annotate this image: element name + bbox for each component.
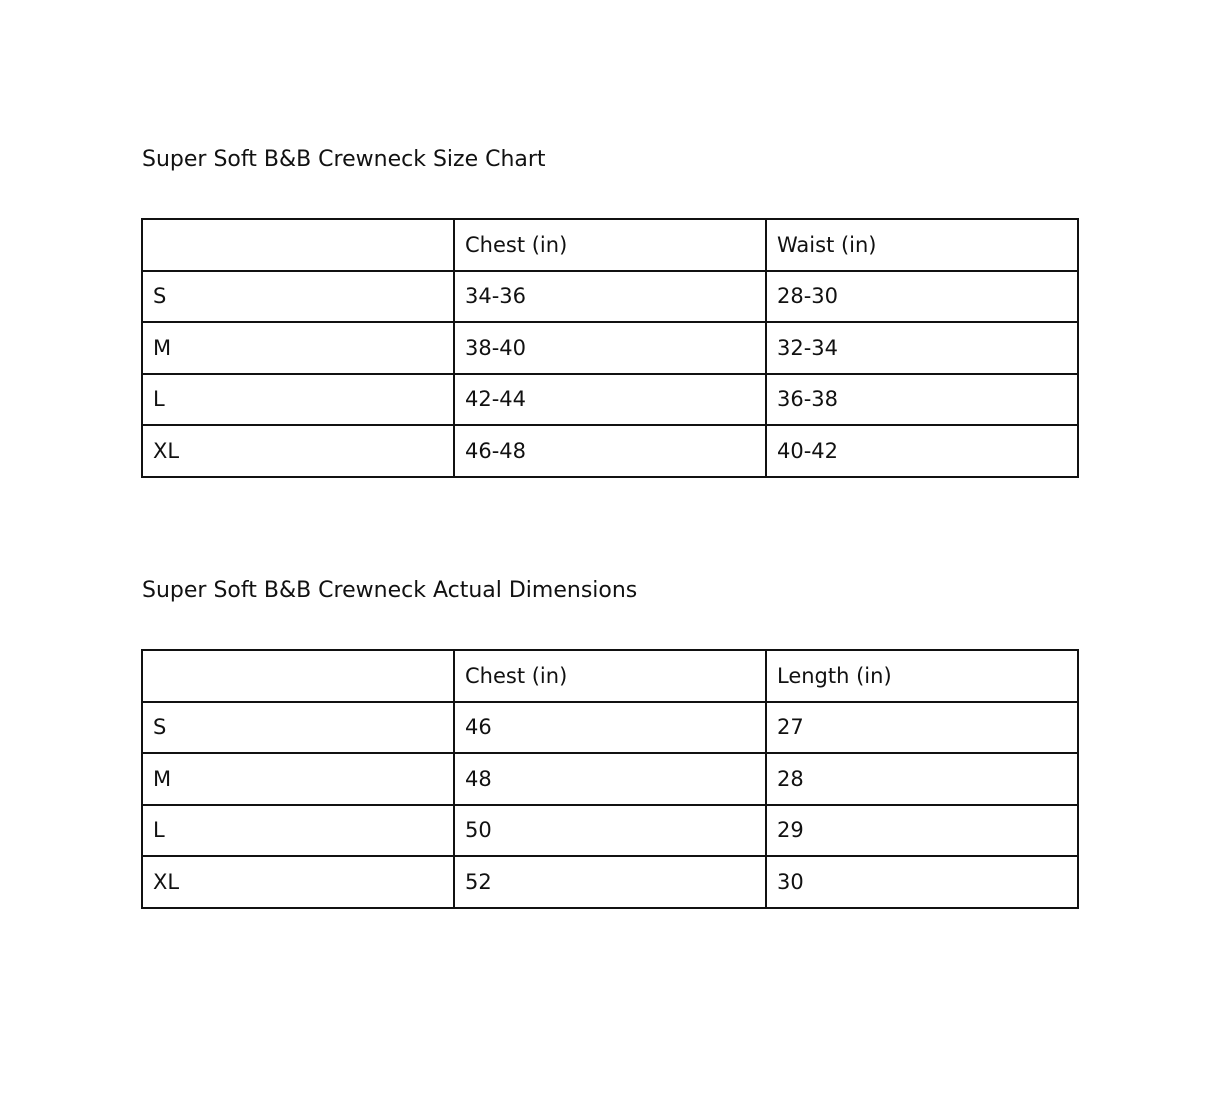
table-row bbox=[142, 425, 1078, 477]
size-cell: XL bbox=[142, 425, 454, 477]
chest-cell: 46-48 bbox=[454, 425, 766, 477]
table-row bbox=[142, 374, 1078, 426]
size-cell: M bbox=[142, 753, 454, 805]
length-cell: 28 bbox=[766, 753, 1078, 805]
size-cell: M bbox=[142, 322, 454, 374]
actual-dimensions-title: Super Soft B&B Crewneck Actual Dimensions bbox=[142, 578, 638, 603]
chest-cell: 48 bbox=[454, 753, 766, 805]
chest-cell: 50 bbox=[454, 805, 766, 857]
table-row bbox=[142, 322, 1078, 374]
length-cell: 30 bbox=[766, 856, 1078, 908]
waist-cell: 36-38 bbox=[766, 374, 1078, 426]
waist-cell: 32-34 bbox=[766, 322, 1078, 374]
length-cell: 27 bbox=[766, 702, 1078, 754]
size-cell: L bbox=[142, 374, 454, 426]
table-row bbox=[142, 856, 1078, 908]
header-cell-chest: Chest (in) bbox=[454, 219, 766, 271]
actual-dimensions-table bbox=[141, 649, 1079, 909]
header-cell-size bbox=[142, 650, 454, 702]
length-cell: 29 bbox=[766, 805, 1078, 857]
chest-cell: 42-44 bbox=[454, 374, 766, 426]
chest-cell: 52 bbox=[454, 856, 766, 908]
size-cell: XL bbox=[142, 856, 454, 908]
waist-cell: 40-42 bbox=[766, 425, 1078, 477]
size-chart-title: Super Soft B&B Crewneck Size Chart bbox=[142, 147, 546, 172]
header-cell-length: Length (in) bbox=[766, 650, 1078, 702]
table-header-row bbox=[142, 219, 1078, 271]
size-cell: S bbox=[142, 702, 454, 754]
waist-cell: 28-30 bbox=[766, 271, 1078, 323]
header-cell-chest: Chest (in) bbox=[454, 650, 766, 702]
table-row bbox=[142, 702, 1078, 754]
chest-cell: 46 bbox=[454, 702, 766, 754]
header-cell-waist: Waist (in) bbox=[766, 219, 1078, 271]
table-row bbox=[142, 271, 1078, 323]
size-cell: L bbox=[142, 805, 454, 857]
chest-cell: 38-40 bbox=[454, 322, 766, 374]
chest-cell: 34-36 bbox=[454, 271, 766, 323]
size-chart-table bbox=[141, 218, 1079, 478]
table-row bbox=[142, 805, 1078, 857]
table-row bbox=[142, 753, 1078, 805]
table-header-row bbox=[142, 650, 1078, 702]
header-cell-size bbox=[142, 219, 454, 271]
size-cell: S bbox=[142, 271, 454, 323]
